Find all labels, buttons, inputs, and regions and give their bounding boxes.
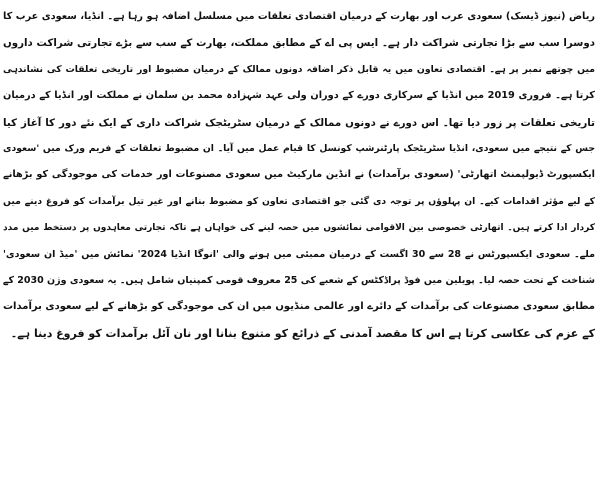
article-line: شناخت کے تحت حصہ لیا۔ پویلین میں فوڈ پراڈکٹس کے شعبے کی 25 معروف قومی کمپنیاں شامل ہیں۔ یہ سعودی وژن 2030 کے bbox=[3, 274, 595, 286]
article-line: کردار ادا کرتے ہیں۔ اتھارٹی خصوصی بین الاقوامی نمائشوں میں حصہ لینے کی خواہاں ہے تاکہ تجارتی معاہدوں پر دستخط میں مدد bbox=[3, 223, 595, 234]
article-line: ملے۔ سعودی ایکسپورٹس نے 28 سے 30 اگست کے درمیان ممبئی میں ہونے والی 'انوگا انڈیا 2024' نمائش میں 'میڈ ان سعودی' bbox=[3, 248, 595, 260]
article-line: میں چوتھے نمبر پر ہے۔ اقتصادی تعاون میں یہ قابل ذکر اضافہ دونوں ممالک کے درمیان مضبوط اور تاریخی تعلقات کی نشاندہی bbox=[3, 63, 595, 75]
article-line: کرتا ہے۔ فروری 2019 میں انڈیا کے سرکاری دورے کے دوران ولی عہد شہزادہ محمد بن سلمان نے مملکت اور انڈیا کے درمیان bbox=[3, 90, 595, 102]
article-line: کے عزم کی عکاسی کرتا ہے اس کا مقصد آمدنی کے ذرائع کو متنوع بنانا اور نان آئل برآمدات کو فروغ دینا ہے۔ bbox=[10, 326, 595, 340]
article-line: تاریخی تعلقات پر زور دیا تھا۔ اس دورے نے دونوں ممالک کے درمیان سٹریٹجک شراکت داری کے ایک نئے دور کا آغاز کیا bbox=[3, 116, 595, 129]
article-line: ایکسپورٹ ڈیولپمنٹ اتھارٹی' (سعودی برآمدات) نے انڈین مارکیٹ میں سعودی مصنوعات اور خدمات کی موجودگی کو بڑھانے bbox=[3, 169, 595, 181]
article-line: ریاض (نیوز ڈیسک) سعودی عرب اور بھارت کے درمیان اقتصادی تعلقات میں مسلسل اضافہ ہو رہا ہے۔ انڈیا، سعودی عرب کا bbox=[3, 11, 595, 22]
article-line: مطابق سعودی مصنوعات کی برآمدات کے دائرے اور عالمی منڈیوں میں ان کی موجودگی کو بڑھانے کے لیے سعودی برآمدات bbox=[3, 301, 595, 313]
article-line: جس کے نتیجے میں سعودی، انڈیا سٹریٹجک پارٹنرشپ کونسل کا قیام عمل میں آیا۔ ان مضبوط تعلقات کے فریم ورک میں 'سعودی bbox=[3, 142, 595, 154]
article-line: دوسرا سب سے بڑا تجارتی شراکت دار ہے۔ ایس پی اے کے مطابق مملکت، بھارت کے سب سے بڑے تجارتی شراکت داروں bbox=[3, 37, 595, 50]
article-line: کے لیے مؤثر اقدامات کیے۔ ان پہلوؤں پر توجہ دی گئی جو اقتصادی تعاون کو مضبوط بنانے اور غیر تیل برآمدات کو فروغ دینے میں bbox=[3, 195, 595, 207]
